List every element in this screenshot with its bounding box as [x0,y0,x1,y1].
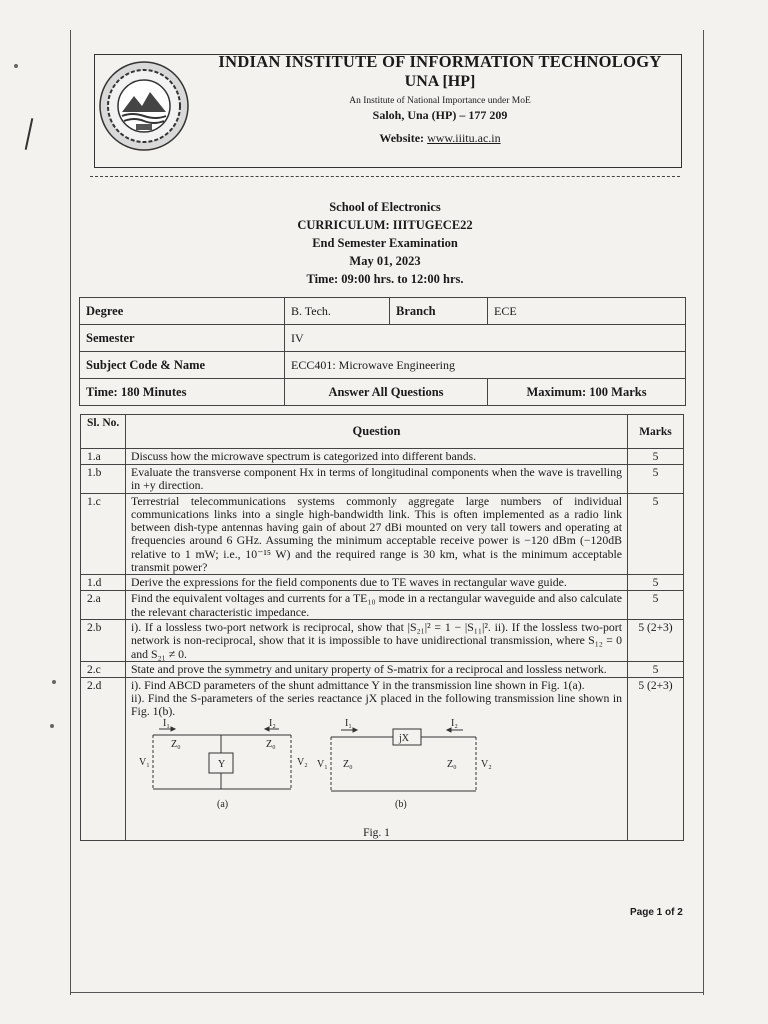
page-number: Page 1 of 2 [630,907,683,918]
branch-value: ECE [488,298,686,325]
question-row [81,493,684,575]
degree-value: B. Tech. [285,298,390,325]
question-number: 2.c [81,661,126,677]
label-z0-b-left: Z₀ [343,758,353,770]
question-text: i). If a lossless two-port network is reciprocal, show that |S₂₁|² = 1 − |S₁₁|². ii). If the lossless two-port network is non-reciprocal, show that it is impossible to have unidirectional transmission, where S₁₂ = 0 and S₂₁ ≠ 0. [126,619,628,661]
column-header-marks: Marks [628,415,684,449]
question-row [81,465,684,494]
question-row [81,591,684,620]
question-text: State and prove the symmetry and unitary property of S-matrix for a reciprocal and lossless network. [126,661,628,677]
page-border-bottom [70,992,704,993]
institute-address: Saloh, Una (HP) – 177 209 [372,108,508,122]
question-row [81,661,684,677]
column-header-question: Question [126,415,628,449]
question-marks: 5 (2+3) [628,677,684,840]
subject-value: ECC401: Microwave Engineering [285,352,686,379]
circuit-diagram [131,719,631,823]
question-part-i: i). Find ABCD parameters of the shunt admittance Y in the transmission line shown in Fig. 1(a). [131,677,585,692]
label-admittance: Y [218,758,226,770]
questions-table [80,414,684,841]
institute-name: INDIAN INSTITUTE OF INFORMATION TECHNOLOGY [218,52,662,71]
question-row [81,449,684,465]
website-link[interactable]: www.iiitu.ac.in [427,131,501,145]
label-z0-b-right: Z₀ [447,758,457,770]
question-number: 2.b [81,619,126,661]
label-i2-a: I₂ [269,718,276,729]
question-number: 1.b [81,465,126,494]
exam-date: May 01, 2023 [349,254,421,268]
figure-label-b: (b) [395,798,407,810]
degree-label: Degree [80,298,285,325]
dashed-divider [90,176,680,177]
duration-label: Time: 180 Minutes [80,379,285,406]
institute-website [190,131,690,146]
page-border-left [70,30,71,995]
question-row [81,677,684,840]
question-text: Terrestrial telecommunications systems commonly aggregate large numbers of individual communications links into a single high-bandwidth link. This is often implemented as a radio link between dish-type antennas having gain of about 27 dBi mounted on very tall towers and operating at frequencies around 6 GHz. Assuming the minimum acceptable receive power is −120 dBm (−120dB relative to 1 mW; i.e., 10⁻¹⁵ W) and the required range is 30 km, what is the minimum acceptable transmit power? [126,493,628,575]
institute-subtitle: An Institute of National Importance under MoE [349,96,531,106]
question-marks: 5 [628,591,684,620]
punch-dot [14,64,18,68]
label-i1-b: I₁ [345,718,352,729]
exam-info-table [79,297,686,406]
question-number: 1.d [81,575,126,591]
website-label: Website: [379,131,425,145]
question-number: 1.c [81,493,126,575]
subject-label: Subject Code & Name [80,352,285,379]
question-row [81,575,684,591]
pen-mark [25,118,34,150]
punch-dot [50,724,54,728]
label-z0-a-left: Z₀ [171,738,181,750]
exam-time: Time: 09:00 hrs. to 12:00 hrs. [306,272,464,286]
page-border-right [703,30,704,995]
institute-location: UNA [HP] [404,73,476,90]
circuit-a [153,727,291,789]
question-text [126,677,628,840]
exam-details [180,198,590,288]
branch-label: Branch [390,298,488,325]
question-row [81,619,684,661]
question-marks: 5 [628,661,684,677]
question-number: 2.a [81,591,126,620]
exam-type: End Semester Examination [312,236,458,250]
semester-label: Semester [80,325,285,352]
circuit-labels [139,719,492,810]
question-marks: 5 [628,493,684,575]
figure-label-a: (a) [217,798,229,810]
institute-logo [98,60,190,152]
maximum-marks: Maximum: 100 Marks [488,379,686,406]
label-i2-b: I₂ [451,718,458,729]
question-marks: 5 [628,449,684,465]
label-i1-a: I₁ [163,718,170,729]
question-number: 1.a [81,449,126,465]
label-v1-a: V₁ [139,756,150,768]
school-name: School of Electronics [329,200,441,214]
question-marks: 5 [628,465,684,494]
question-part-ii: ii). Find the S-parameters of the series reactance jX placed in the following transmission line shown in Fig. 1(b). [131,691,622,719]
label-reactance: jX [399,732,409,744]
answer-instruction: Answer All Questions [285,379,488,406]
question-text: Evaluate the transverse component Hx in terms of longitudinal components when the wave is travelling in +y direction. [126,465,628,494]
question-marks: 5 (2+3) [628,619,684,661]
question-text: Discuss how the microwave spectrum is categorized into different bands. [126,449,628,465]
figure-caption: Fig. 1 [363,826,390,839]
label-v2-a: V₂ [297,756,308,768]
question-text: Find the equivalent voltages and currents for a TE₁₀ mode in a rectangular waveguide and also calculate the relevant characteristic impedance. [126,591,628,620]
figure-1 [131,719,622,827]
curriculum: CURRICULUM: IIITUGECE22 [297,218,473,232]
question-text: Derive the expressions for the field components due to TE waves in rectangular wave guide. [126,575,628,591]
question-number: 2.d [81,677,126,840]
semester-value: IV [285,325,686,352]
punch-dot [52,680,56,684]
label-v2-b: V₂ [481,758,492,770]
label-v1-b: V₁ [317,758,328,770]
label-z0-a-right: Z₀ [266,738,276,750]
column-header-sl-no: Sl. No. [81,415,126,449]
question-marks: 5 [628,575,684,591]
